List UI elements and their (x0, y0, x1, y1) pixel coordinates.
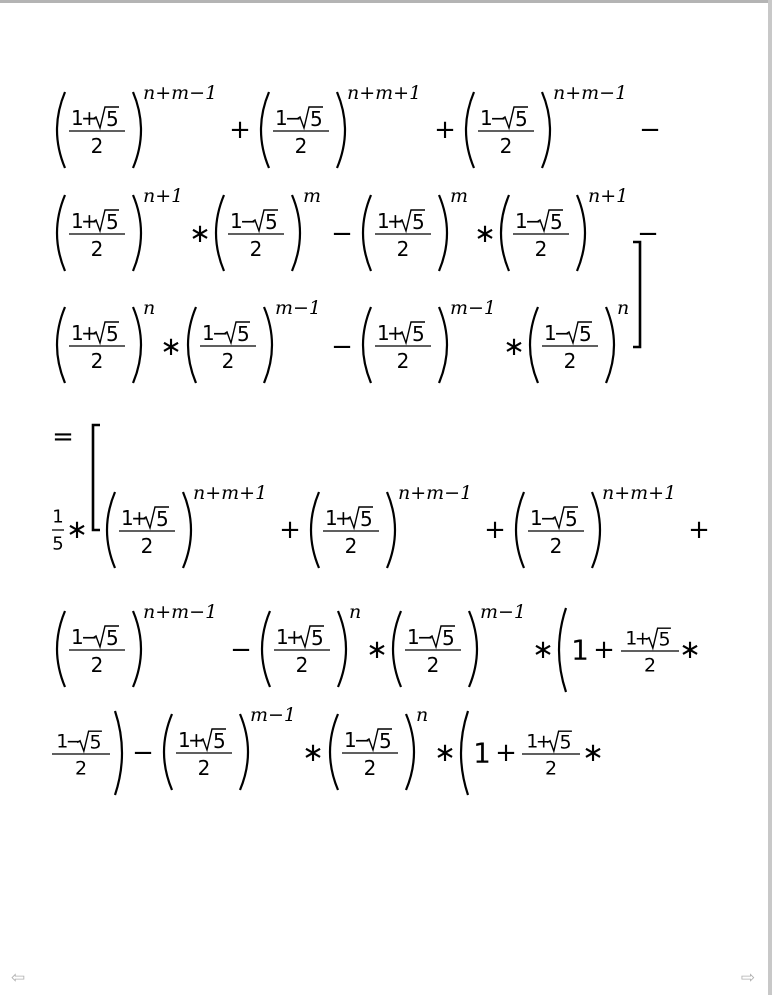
numerator-one: 1 (56, 730, 69, 753)
radicand: 5 (579, 322, 592, 346)
operator: ∗ (503, 332, 525, 362)
small-numerator: 1 (52, 506, 64, 528)
fraction (176, 728, 232, 780)
power-term (501, 185, 628, 271)
radicand: 5 (442, 626, 455, 650)
radicand: 5 (559, 731, 572, 754)
denominator: 2 (563, 349, 577, 373)
power-term (57, 82, 217, 168)
operator: + (279, 515, 301, 545)
equation-line (57, 82, 661, 168)
radicand: 5 (310, 107, 323, 131)
numerator-sign: − (554, 321, 571, 345)
numerator-one: 1 (325, 506, 338, 530)
denominator: 2 (549, 534, 563, 558)
left-paren (501, 195, 509, 271)
equation-line (52, 704, 604, 795)
left-paren (461, 711, 468, 795)
radicand: 5 (237, 322, 250, 346)
operator: + (688, 515, 710, 545)
power-term (530, 297, 629, 383)
fraction (375, 209, 431, 261)
numerator-one: 1 (377, 209, 390, 233)
exponent: n (349, 601, 362, 623)
right-paren (133, 611, 141, 687)
numerator-sign: − (417, 625, 434, 649)
numerator-sign: − (490, 106, 507, 130)
left-paren (330, 714, 338, 790)
denominator: 2 (90, 349, 104, 373)
denominator: 2 (396, 349, 410, 373)
operator: ∗ (366, 635, 388, 665)
one-fifth (52, 507, 64, 555)
exponent: n+m+1 (193, 482, 268, 504)
fraction (375, 321, 431, 373)
right-paren (115, 711, 122, 795)
exponent: n (416, 704, 429, 726)
numerator-sign: + (535, 730, 552, 753)
radicand: 5 (265, 210, 278, 234)
constant-one: 1 (473, 736, 491, 770)
denominator: 2 (363, 756, 377, 780)
equation-line (52, 425, 710, 568)
equation-canvas (0, 3, 768, 995)
operator: ∗ (582, 738, 604, 768)
denominator: 2 (197, 756, 211, 780)
power-term (516, 482, 676, 568)
denominator: 2 (344, 534, 358, 558)
operator: ∗ (679, 635, 701, 665)
power-term (363, 297, 496, 383)
left-paren (393, 611, 401, 687)
denominator: 2 (544, 757, 558, 780)
operator: = (52, 422, 74, 452)
operator: + (593, 635, 615, 665)
power-term (363, 185, 468, 271)
operator: ∗ (160, 332, 182, 362)
power-term (188, 297, 321, 383)
radicand: 5 (156, 507, 169, 531)
radicand: 5 (311, 626, 324, 650)
power-term (262, 601, 361, 687)
operator: + (495, 738, 517, 768)
left-paren (466, 92, 474, 168)
numerator-one: 1 (230, 209, 243, 233)
left-paren (57, 92, 65, 168)
exponent: n+1 (143, 185, 184, 207)
radicand: 5 (106, 107, 119, 131)
power-term (57, 297, 155, 383)
fraction (542, 321, 598, 373)
power-term (311, 482, 472, 568)
exponent: n+m+1 (347, 82, 422, 104)
power-term (107, 482, 267, 568)
numerator-sign: − (212, 321, 229, 345)
right-paren (439, 195, 447, 271)
numerator-one: 1 (544, 321, 557, 345)
small-denominator: 5 (52, 533, 64, 555)
left-paren (164, 714, 172, 790)
right-paren (133, 307, 141, 383)
right-paren (439, 307, 447, 383)
operator: ∗ (434, 738, 456, 768)
denominator: 2 (534, 237, 548, 261)
fraction (69, 106, 125, 158)
right-paren (133, 92, 141, 168)
equation-line (57, 185, 659, 271)
operator: ∗ (474, 219, 496, 249)
right-paren (469, 611, 477, 687)
numerator-sign: − (65, 730, 82, 753)
numerator-one: 1 (202, 321, 215, 345)
left-paren (57, 611, 65, 687)
denominator: 2 (643, 654, 657, 677)
numerator-sign: + (81, 321, 98, 345)
numerator-one: 1 (71, 321, 84, 345)
denominator: 2 (294, 134, 308, 158)
radicand: 5 (658, 628, 671, 651)
numerator-sign: − (81, 625, 98, 649)
left-paren (559, 608, 566, 692)
radicand: 5 (379, 729, 392, 753)
numerator-one: 1 (530, 506, 543, 530)
numerator-one: 1 (178, 728, 191, 752)
numerator-one: 1 (71, 625, 84, 649)
operator: ∗ (66, 515, 88, 545)
numerator-one: 1 (121, 506, 134, 530)
power-term (261, 82, 421, 168)
exponent: n+m−1 (553, 82, 628, 104)
numerator-one: 1 (344, 728, 357, 752)
numerator-one: 1 (515, 209, 528, 233)
previous-page-icon[interactable]: ⇦ (10, 968, 26, 988)
fraction (342, 728, 398, 780)
power-term (57, 601, 217, 687)
left-paren (261, 92, 269, 168)
fraction (52, 731, 110, 780)
radicand: 5 (213, 729, 226, 753)
numerator-one: 1 (71, 106, 84, 130)
right-paren (577, 195, 585, 271)
left-paren (516, 492, 524, 568)
numerator-one: 1 (71, 209, 84, 233)
left-paren (262, 611, 270, 687)
fraction (621, 628, 679, 677)
operator: + (229, 115, 251, 145)
right-paren (183, 492, 191, 568)
numerator-sign: − (540, 506, 557, 530)
numerator-one: 1 (407, 625, 420, 649)
numerator-sign: + (387, 321, 404, 345)
operator: − (230, 635, 252, 665)
operator: ∗ (302, 738, 324, 768)
right-paren (240, 714, 248, 790)
numerator-sign: + (335, 506, 352, 530)
radicand: 5 (360, 507, 373, 531)
denominator: 2 (90, 653, 104, 677)
operator: + (434, 115, 456, 145)
equation-line (57, 601, 701, 692)
fraction (228, 209, 284, 261)
left-paren (107, 492, 115, 568)
fraction (200, 321, 256, 373)
operator: − (637, 219, 659, 249)
numerator-one: 1 (526, 730, 539, 753)
operator: + (484, 515, 506, 545)
power-term (164, 704, 296, 790)
denominator: 2 (90, 134, 104, 158)
fraction (405, 625, 461, 677)
fraction (69, 321, 125, 373)
bracket-stroke (633, 242, 640, 347)
left-paren (311, 492, 319, 568)
fraction (69, 209, 125, 261)
power-term (57, 185, 183, 271)
next-page-icon[interactable]: ⇨ (740, 968, 756, 988)
left-paren (216, 195, 224, 271)
fraction (119, 506, 175, 558)
numerator-sign: + (387, 209, 404, 233)
left-paren (530, 307, 538, 383)
left-paren (363, 307, 371, 383)
numerator-one: 1 (480, 106, 493, 130)
constant-one: 1 (571, 633, 589, 667)
exponent: m−1 (480, 601, 527, 623)
power-term (216, 185, 321, 271)
left-paren (57, 307, 65, 383)
numerator-sign: + (188, 728, 205, 752)
radicand: 5 (550, 210, 563, 234)
numerator-sign: − (285, 106, 302, 130)
fraction (274, 625, 330, 677)
right-paren (264, 307, 272, 383)
power-term (393, 601, 526, 687)
denominator: 2 (90, 237, 104, 261)
numerator-sign: + (81, 106, 98, 130)
fraction (69, 625, 125, 677)
right-paren (406, 714, 414, 790)
fraction (522, 731, 580, 780)
left-bracket (93, 425, 100, 530)
bracket-stroke (93, 425, 100, 530)
denominator: 2 (426, 653, 440, 677)
equation-line (52, 422, 74, 452)
numerator-sign: − (525, 209, 542, 233)
radicand: 5 (106, 322, 119, 346)
denominator: 2 (396, 237, 410, 261)
operator: − (331, 219, 353, 249)
right-paren (338, 611, 346, 687)
fraction (513, 209, 569, 261)
radicand: 5 (89, 731, 102, 754)
right-paren (337, 92, 345, 168)
exponent: m−1 (450, 297, 497, 319)
left-paren (363, 195, 371, 271)
numerator-one: 1 (276, 625, 289, 649)
right-bracket (633, 242, 640, 347)
denominator: 2 (221, 349, 235, 373)
operator: − (639, 115, 661, 145)
numerator-sign: − (240, 209, 257, 233)
document-page (0, 3, 768, 995)
right-paren (387, 492, 395, 568)
right-paren (606, 307, 614, 383)
numerator-sign: + (286, 625, 303, 649)
numerator-sign: + (634, 627, 651, 650)
exponent: n+m−1 (143, 82, 218, 104)
exponent: m−1 (275, 297, 322, 319)
fraction (273, 106, 329, 158)
denominator: 2 (140, 534, 154, 558)
denominator: 2 (499, 134, 513, 158)
radicand: 5 (515, 107, 528, 131)
exponent: m (450, 185, 469, 207)
exponent: n+m−1 (398, 482, 473, 504)
exponent: m (303, 185, 322, 207)
denominator: 2 (74, 757, 88, 780)
radicand: 5 (106, 626, 119, 650)
exponent: n+m−1 (143, 601, 218, 623)
radicand: 5 (106, 210, 119, 234)
scrollbar-track[interactable] (768, 0, 772, 995)
fraction (323, 506, 379, 558)
exponent: n (617, 297, 630, 319)
power-term (330, 704, 428, 790)
numerator-sign: − (354, 728, 371, 752)
exponent: n (143, 297, 156, 319)
fraction (478, 106, 534, 158)
right-paren (292, 195, 300, 271)
operator: ∗ (189, 219, 211, 249)
exponent: m−1 (250, 704, 297, 726)
exponent: n+1 (588, 185, 629, 207)
numerator-one: 1 (625, 627, 638, 650)
denominator: 2 (249, 237, 263, 261)
power-term (466, 82, 627, 168)
operator: − (132, 738, 154, 768)
left-paren (188, 307, 196, 383)
exponent: n+m+1 (602, 482, 677, 504)
numerator-one: 1 (377, 321, 390, 345)
radicand: 5 (412, 322, 425, 346)
fraction (528, 506, 584, 558)
right-paren (542, 92, 550, 168)
equation-line (57, 242, 640, 383)
numerator-sign: + (131, 506, 148, 530)
operator: ∗ (532, 635, 554, 665)
left-paren (57, 195, 65, 271)
radicand: 5 (412, 210, 425, 234)
right-paren (133, 195, 141, 271)
numerator-one: 1 (275, 106, 288, 130)
denominator: 2 (295, 653, 309, 677)
radicand: 5 (565, 507, 578, 531)
numerator-sign: + (81, 209, 98, 233)
right-paren (592, 492, 600, 568)
operator: − (331, 332, 353, 362)
